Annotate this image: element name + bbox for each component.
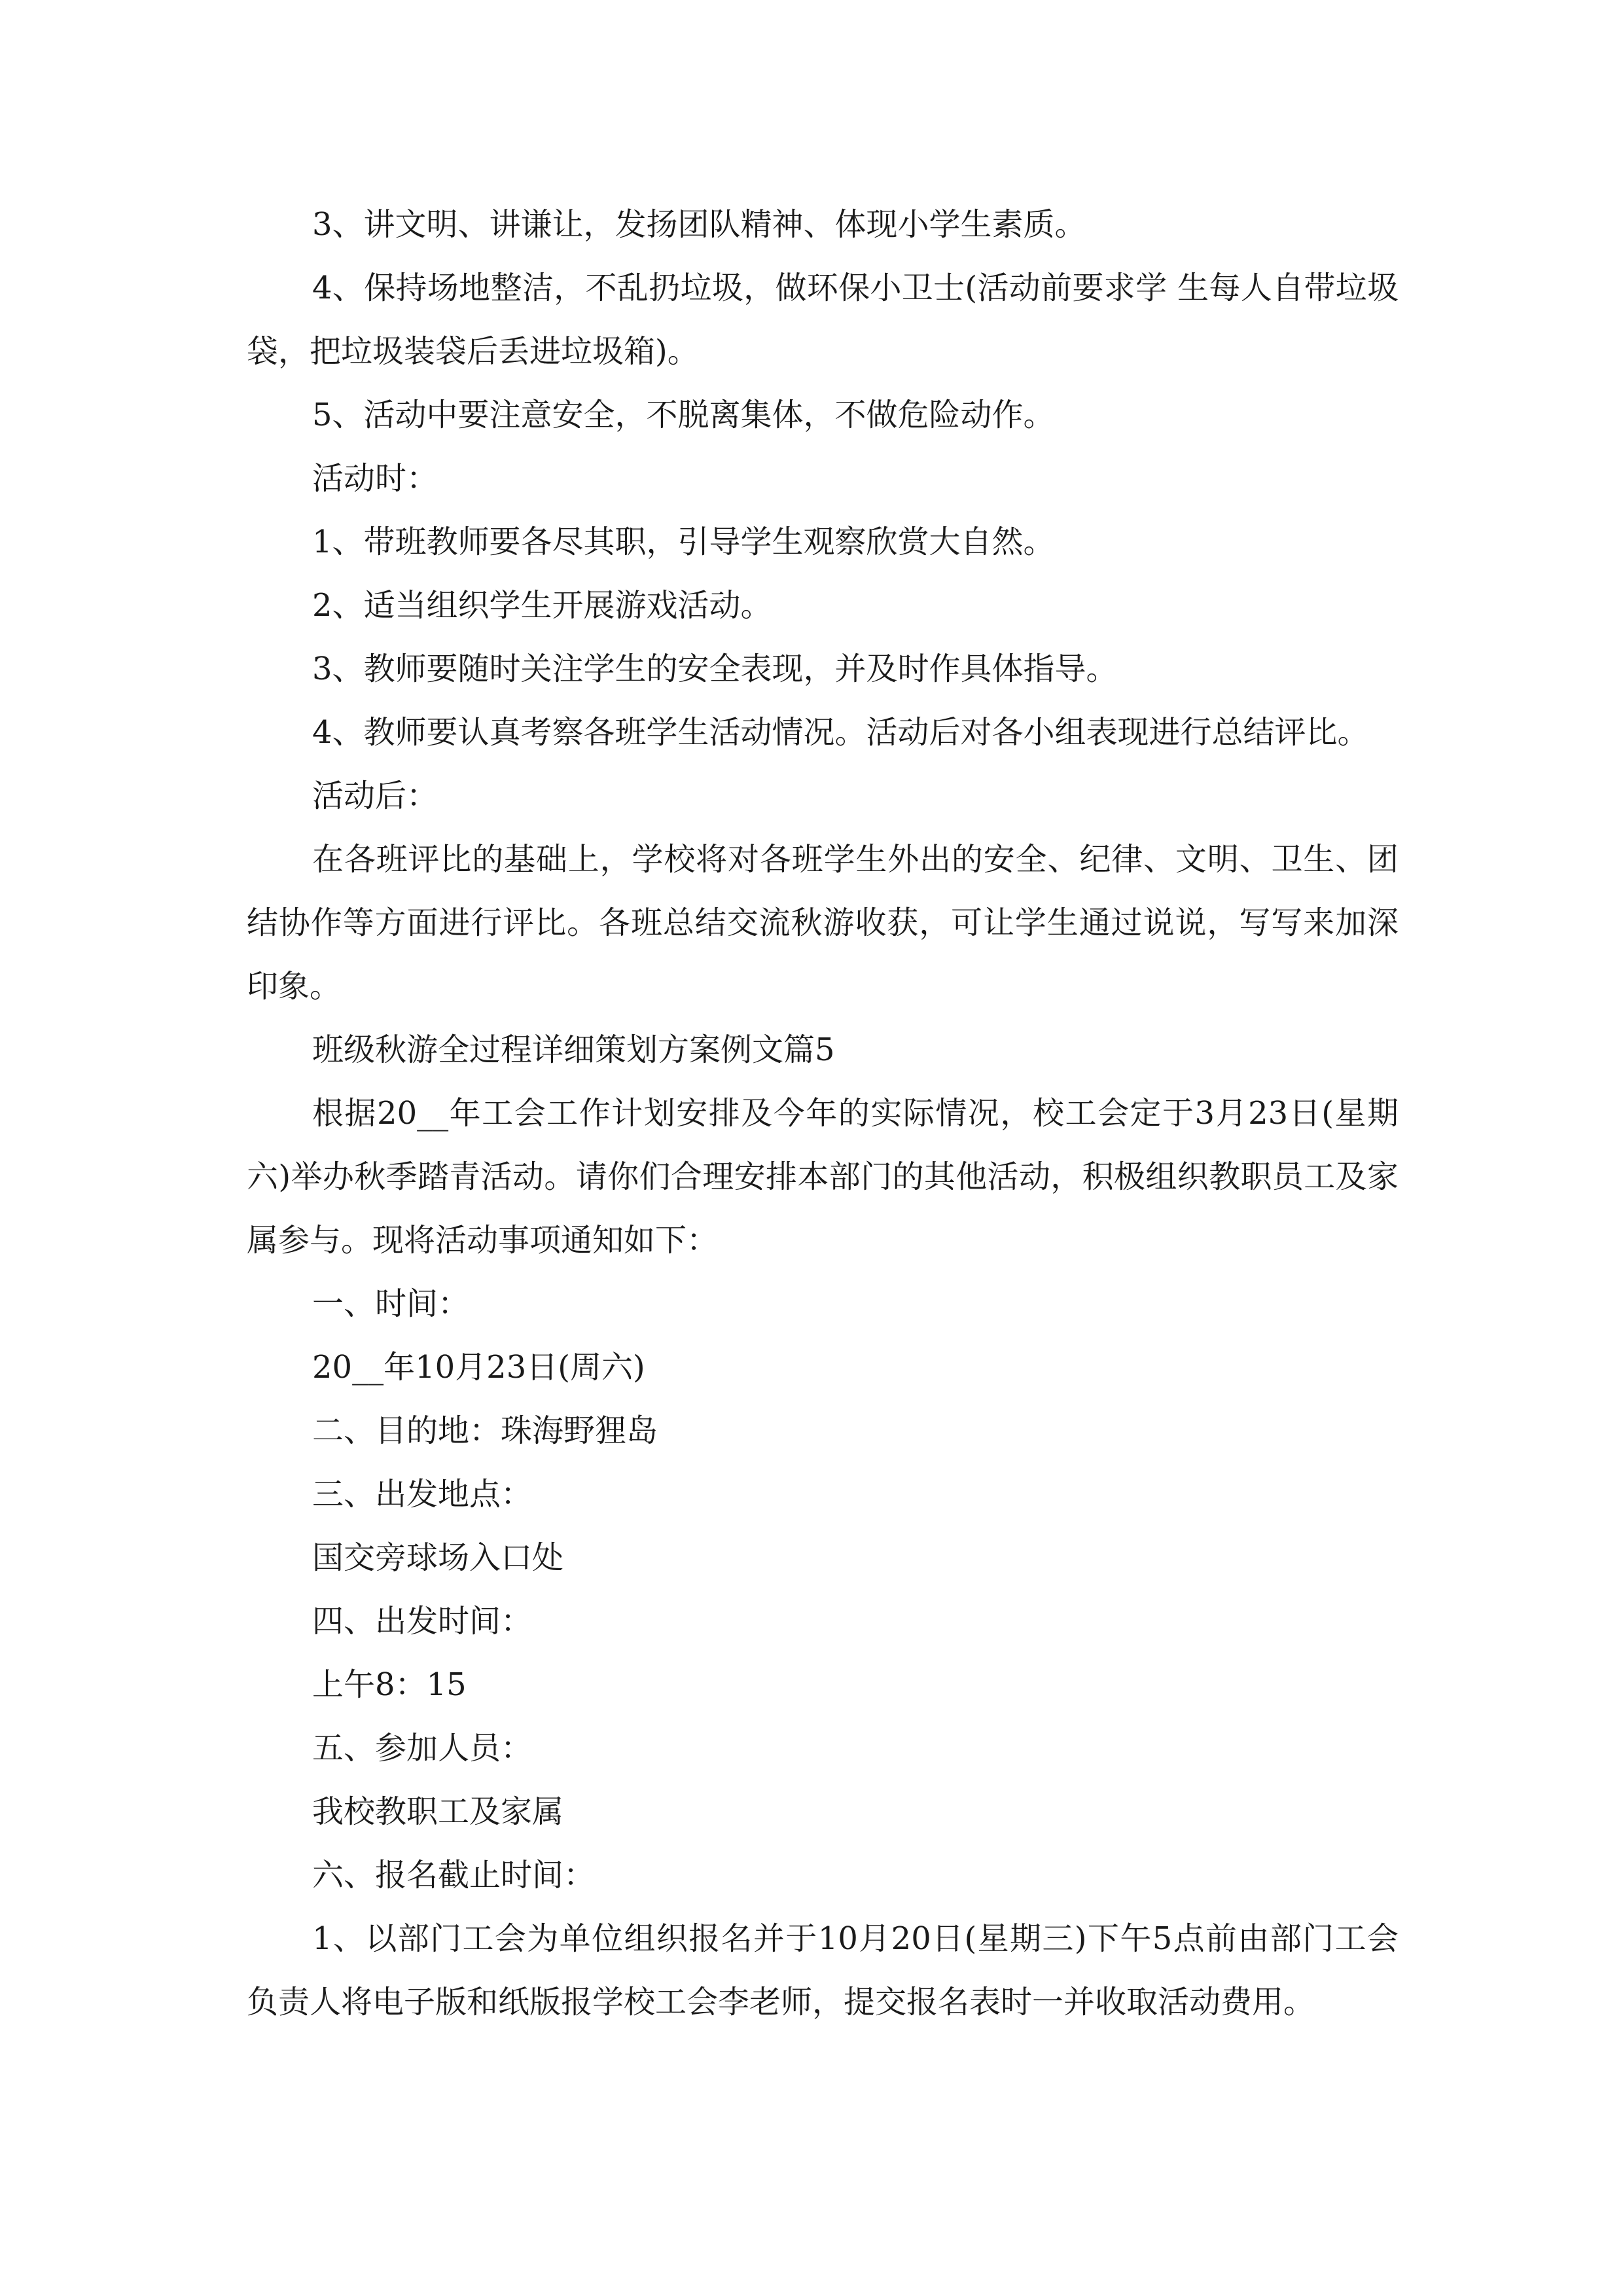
paragraph-rule-4: 4、保持场地整洁，不乱扔垃圾，做环保小卫士(活动前要求学 生每人自带垃圾袋，把垃圾装袋后丢进垃圾箱)。: [247, 270, 1399, 370]
value-departure-time: 上午8：15: [312, 1666, 467, 1703]
value-time: 20__年10月23日(周六): [312, 1349, 645, 1386]
heading-participants: 五、参加人员：: [312, 1730, 533, 1767]
paragraph-during-3: 3、教师要随时关注学生的安全表现，并及时作具体指导。: [312, 651, 1118, 687]
heading-registration-deadline: 六、报名截止时间：: [312, 1857, 596, 1893]
paragraph-during-4: 4、教师要认真考察各班学生活动情况。活动后对各小组表现进行总结评比。: [312, 714, 1369, 751]
paragraph-registration-1: 1、以部门工会为单位组织报名并于10月20日(星期三)下午5点前由部门工会负责人将电子版和纸版报学校工会李老师，提交报名表时一并收取活动费用。: [247, 1920, 1399, 2020]
heading-time: 一、时间：: [312, 1285, 470, 1322]
paragraph-during-1: 1、带班教师要各尽其职，引导学生观察欣赏大自然。: [312, 524, 1055, 560]
paragraph-rule-3: 3、讲文明、讲谦让，发扬团队精神、体现小学生素质。: [312, 206, 1086, 243]
heading-departure-place: 三、出发地点：: [312, 1476, 533, 1513]
heading-destination: 二、目的地：珠海野狸岛: [312, 1412, 658, 1449]
heading-after-activity: 活动后：: [312, 778, 438, 814]
heading-during-activity: 活动时：: [312, 460, 438, 497]
value-participants: 我校教职工及家属: [312, 1793, 564, 1830]
paragraph-after: 在各班评比的基础上，学校将对各班学生外出的安全、纪律、文明、卫生、团结协作等方面进行评比。各班总结交流秋游收获，可让学生通过说说，写写来加深印象。: [247, 841, 1399, 1005]
value-departure-place: 国交旁球场入口处: [312, 1539, 564, 1576]
paragraph-during-2: 2、适当组织学生开展游戏活动。: [312, 587, 772, 624]
paragraph-rule-5: 5、活动中要注意安全，不脱离集体，不做危险动作。: [312, 397, 1055, 433]
section-title-plan-5: 班级秋游全过程详细策划方案例文篇5: [312, 1031, 835, 1068]
paragraph-intro: 根据20__年工会工作计划安排及今年的实际情况，校工会定于3月23日(星期六)举办秋季踏青活动。请你们合理安排本部门的其他活动，积极组织教职员工及家属参与。现将活动事项通知如下：: [247, 1095, 1399, 1259]
heading-departure-time: 四、出发时间：: [312, 1603, 533, 1640]
document-body: [247, 193, 1399, 2034]
